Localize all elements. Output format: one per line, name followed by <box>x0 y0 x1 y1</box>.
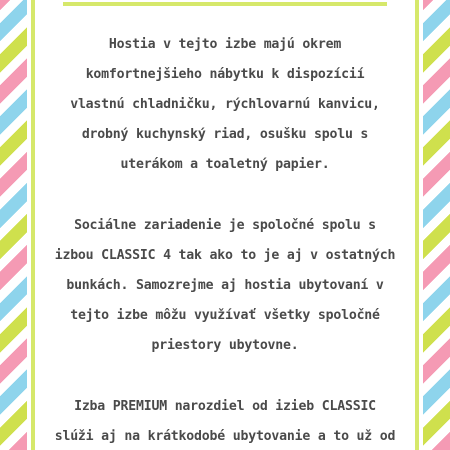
room-description <box>44 30 406 450</box>
paragraph-facilities: Sociálne zariadenie je spoločné spolu s izbou CLASSIC 4 tak ako to je aj v ostatných bunkách. Samozrejme aj hostia ubytovaní v tejto izbe môžu využívať všetky spoločné priestory ubytovne. <box>54 218 396 353</box>
top-frame-line <box>63 2 387 6</box>
left-striped-border <box>0 0 27 450</box>
left-frame-line <box>31 0 35 450</box>
paragraph-amenities: Hostia v tejto izbe majú okrem komfortnejšieho nábytku k dispozícií vlastnú chladničku, rýchlovarnú kanvicu, drobný kuchynský riad, osušku spolu s uterákom a toaletný papier. <box>70 37 380 172</box>
right-frame-line <box>415 0 419 450</box>
right-striped-border <box>423 0 450 450</box>
paragraph-premium: Izba PREMIUM narozdiel od izieb CLASSIC slúži aj na krátkodobé ubytovanie a to už od <box>54 399 396 444</box>
